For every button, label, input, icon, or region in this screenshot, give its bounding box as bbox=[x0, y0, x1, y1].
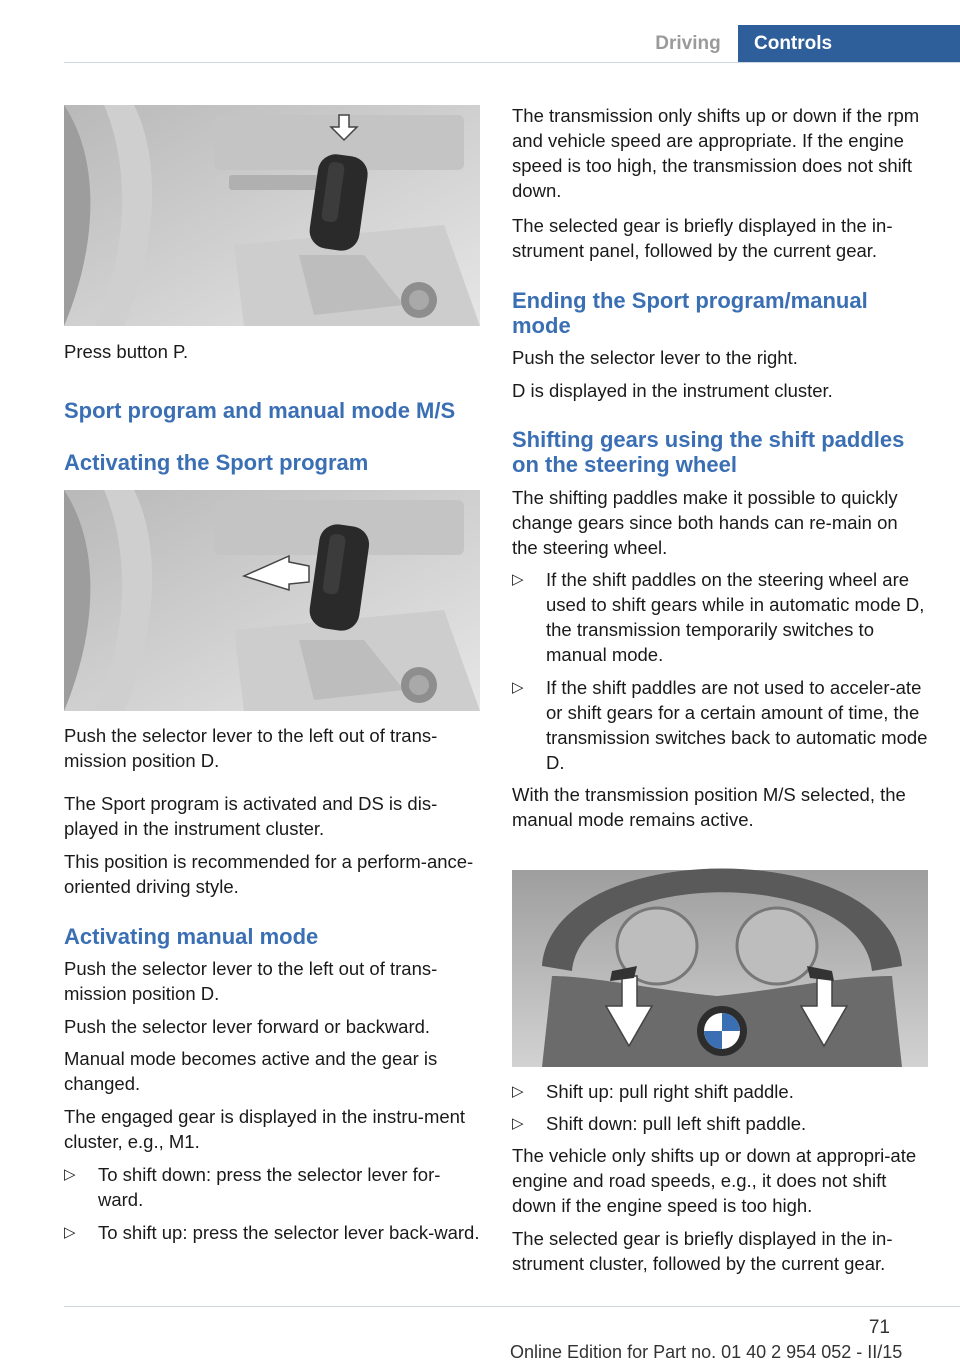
header-rule bbox=[64, 62, 960, 63]
list-item-text: To shift up: press the selector lever back-ward. bbox=[98, 1222, 480, 1243]
list-item bbox=[512, 675, 928, 775]
list-item bbox=[64, 1220, 480, 1245]
triangle-bullet-icon: ▷ bbox=[64, 1224, 76, 1241]
list-item bbox=[512, 567, 928, 667]
heading-activating-manual: Activating manual mode bbox=[64, 924, 319, 949]
heading-ending-sport: Ending the Sport program/manual mode bbox=[512, 288, 868, 338]
header-tabs bbox=[638, 25, 960, 62]
triangle-bullet-icon: ▷ bbox=[512, 1115, 524, 1132]
transmission-only-text: The transmission only shifts up or down if the rpm and vehicle speed are appropriate. If the engine speed is too high, the transmission does not shift down. bbox=[512, 105, 920, 201]
heading-shift-paddles: Shifting gears using the shift paddles on the steering wheel bbox=[512, 427, 905, 477]
selector-lever-figure-2 bbox=[64, 490, 480, 711]
recommended-text: This position is recommended for a perform-ance-oriented driving style. bbox=[64, 851, 474, 897]
tab-driving: Driving bbox=[638, 25, 738, 62]
list-item-text: Shift up: pull right shift paddle. bbox=[546, 1081, 794, 1102]
selector-lever-image-2 bbox=[64, 490, 480, 711]
sport-activated-text: The Sport program is activated and DS is dis-played in the instrument cluster. bbox=[64, 793, 438, 839]
tab-controls: Controls bbox=[738, 25, 960, 62]
d-displayed-text: D is displayed in the instrument cluster. bbox=[512, 380, 833, 401]
triangle-bullet-icon: ▷ bbox=[512, 679, 524, 696]
manual-active-text: Manual mode becomes active and the gear is changed. bbox=[64, 1048, 438, 1094]
ms-selected-text: With the transmission position M/S selected, the manual mode remains active. bbox=[512, 784, 906, 830]
heading-sport-manual: Sport program and manual mode M/S bbox=[64, 398, 456, 423]
list-item bbox=[512, 1079, 928, 1104]
paddles-intro-text: The shifting paddles make it possible to quickly change gears since both hands can re-main on the steering wheel. bbox=[512, 487, 898, 558]
selector-lever-figure-1 bbox=[64, 105, 480, 326]
list-item bbox=[512, 1111, 928, 1136]
selected-gear-text-1: The selected gear is briefly displayed in the in-strument panel, followed by the current gear. bbox=[512, 215, 893, 261]
page-number: 71 bbox=[868, 1317, 890, 1338]
steering-wheel-figure bbox=[512, 846, 928, 1067]
selected-gear-text-2: The selected gear is briefly displayed in the in-strument cluster, followed by the current gear. bbox=[512, 1228, 893, 1274]
triangle-bullet-icon: ▷ bbox=[64, 1166, 76, 1183]
edition-note: Online Edition for Part no. 01 40 2 954 052 - II/15 bbox=[510, 1342, 903, 1362]
list-item-text: If the shift paddles on the steering wheel are used to shift gears while in automatic mode D, the transmission temporarily switches to manual mode. bbox=[546, 569, 925, 665]
list-item bbox=[64, 1162, 480, 1212]
list-item-text: Shift down: pull left shift paddle. bbox=[546, 1113, 807, 1134]
push-right-text: Push the selector lever to the right. bbox=[512, 347, 798, 368]
triangle-bullet-icon: ▷ bbox=[512, 1083, 524, 1100]
press-button-text: Press button P. bbox=[64, 341, 189, 362]
push-left-text-2: Push the selector lever to the left out of trans-mission position D. bbox=[64, 958, 438, 1004]
list-item-text: To shift down: press the selector lever for-ward. bbox=[98, 1164, 441, 1210]
engaged-gear-text: The engaged gear is displayed in the instru-ment cluster, e.g., M1. bbox=[64, 1106, 466, 1152]
push-forward-text: Push the selector lever forward or backward. bbox=[64, 1016, 431, 1037]
triangle-bullet-icon: ▷ bbox=[512, 571, 524, 588]
heading-activating-sport: Activating the Sport program bbox=[64, 450, 369, 475]
steering-wheel-image bbox=[512, 846, 928, 1067]
selector-lever-image-1 bbox=[64, 105, 480, 326]
vehicle-only-text: The vehicle only shifts up or down at appropri-ate engine and road speeds, e.g., it does not shift down if the engine speed is too high. bbox=[512, 1145, 917, 1216]
list-item-text: If the shift paddles are not used to acceler-ate or shift gears for a certain amount of time, the transmission switches back to automatic mode D. bbox=[546, 677, 928, 773]
footer-rule bbox=[64, 1306, 960, 1307]
push-left-text-1: Push the selector lever to the left out of trans-mission position D. bbox=[64, 725, 438, 771]
